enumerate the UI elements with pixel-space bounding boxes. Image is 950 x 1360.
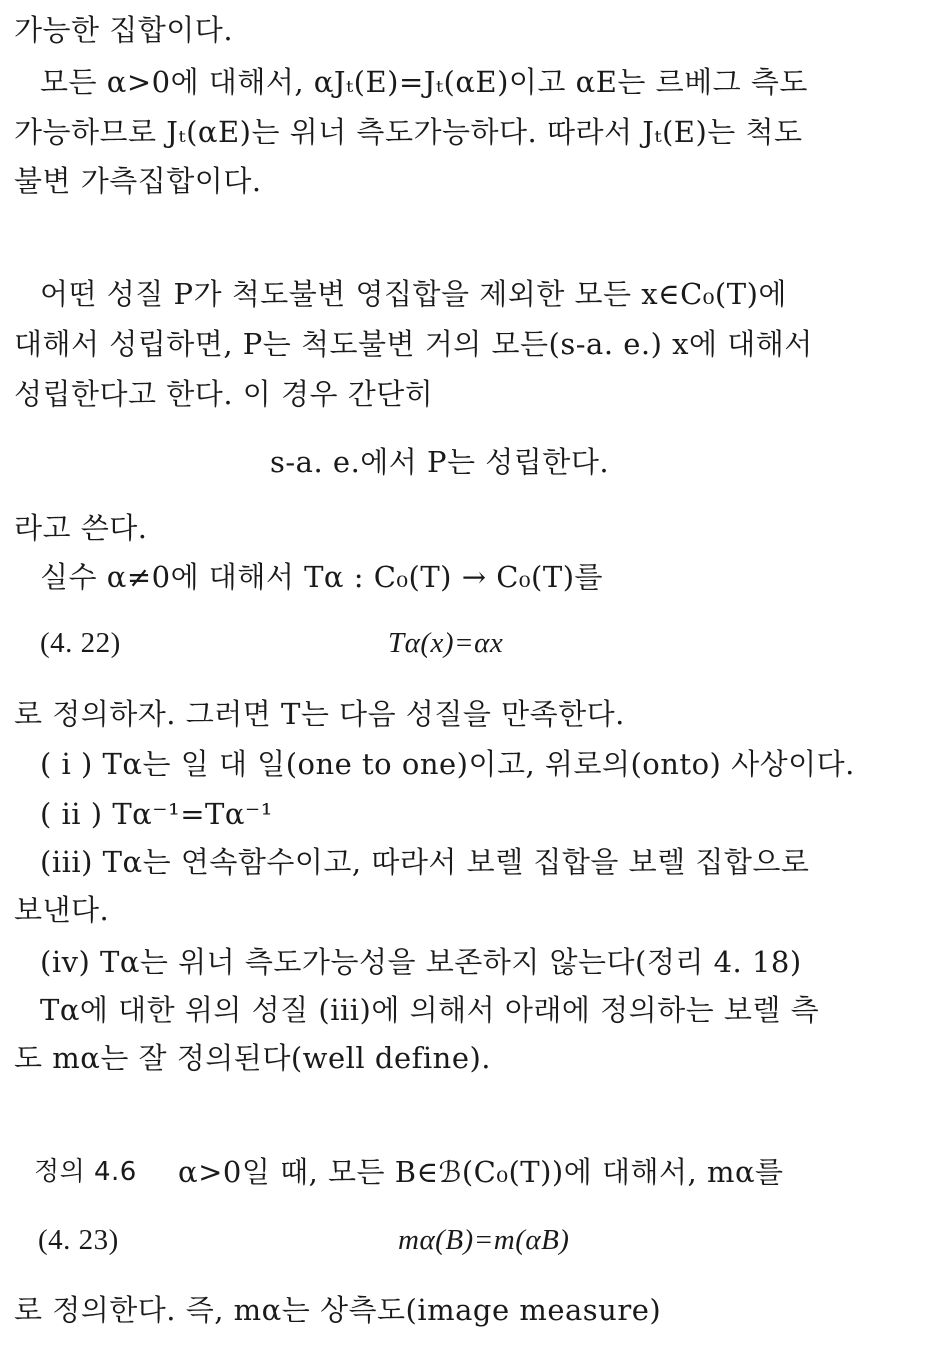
equation-number: (4. 23): [38, 1224, 119, 1256]
text-line: 로 정의하자. 그러면 T는 다음 성질을 만족한다.: [14, 697, 625, 731]
text-line: 어떤 성질 P가 척도불변 영집합을 제외한 모든 x∈C₀(T)에: [40, 277, 787, 311]
definition-label: 정의 4.6: [34, 1157, 137, 1187]
display-equation: Tα(x)=αx: [388, 627, 504, 659]
text-line: Tα에 대한 위의 성질 (iii)에 의해서 아래에 정의하는 보렐 측: [40, 993, 820, 1027]
list-item: ( i ) Tα는 일 대 일(one to one)이고, 위로의(onto) 사상이다.: [40, 747, 855, 781]
text-line: 모든 α>0에 대해서, αJₜ(E)=Jₜ(αE)이고 αE는 르베그 측도: [40, 65, 808, 99]
list-item: (iv) Tα는 위너 측도가능성을 보존하지 않는다(정리 4. 18): [40, 945, 802, 979]
text-line: 보낸다.: [14, 893, 110, 927]
text-line: 도 mα는 잘 정의된다(well define).: [14, 1041, 492, 1075]
text-line: 가능하므로 Jₜ(αE)는 위너 측도가능하다. 따라서 Jₜ(E)는 척도: [14, 115, 803, 149]
text-line: 라고 쓴다.: [14, 511, 148, 545]
list-item: ( ii ) Tα⁻¹=Tα⁻¹: [40, 797, 273, 831]
text-line: 실수 α≠0에 대해서 Tα : C₀(T) → C₀(T)를: [40, 560, 604, 594]
definition-text: α>0일 때, 모든 B∈ℬ(C₀(T))에 대해서, mα를: [178, 1155, 784, 1189]
text-line: 성립한다고 한다. 이 경우 간단히: [14, 377, 434, 411]
display-equation: s-a. e.에서 P는 성립한다.: [270, 445, 610, 479]
text-line: 대해서 성립하면, P는 척도불변 거의 모든(s-a. e.) x에 대해서: [14, 327, 813, 361]
display-equation: mα(B)=m(αB): [398, 1224, 570, 1256]
text-line: 로 정의한다. 즉, mα는 상측도(image measure): [14, 1293, 662, 1327]
text-line: 가능한 집합이다.: [14, 13, 234, 47]
list-item: (iii) Tα는 연속함수이고, 따라서 보렐 집합을 보렐 집합으로: [40, 845, 810, 879]
equation-number: (4. 22): [40, 627, 121, 659]
text-line: 불변 가측집합이다.: [14, 164, 262, 198]
